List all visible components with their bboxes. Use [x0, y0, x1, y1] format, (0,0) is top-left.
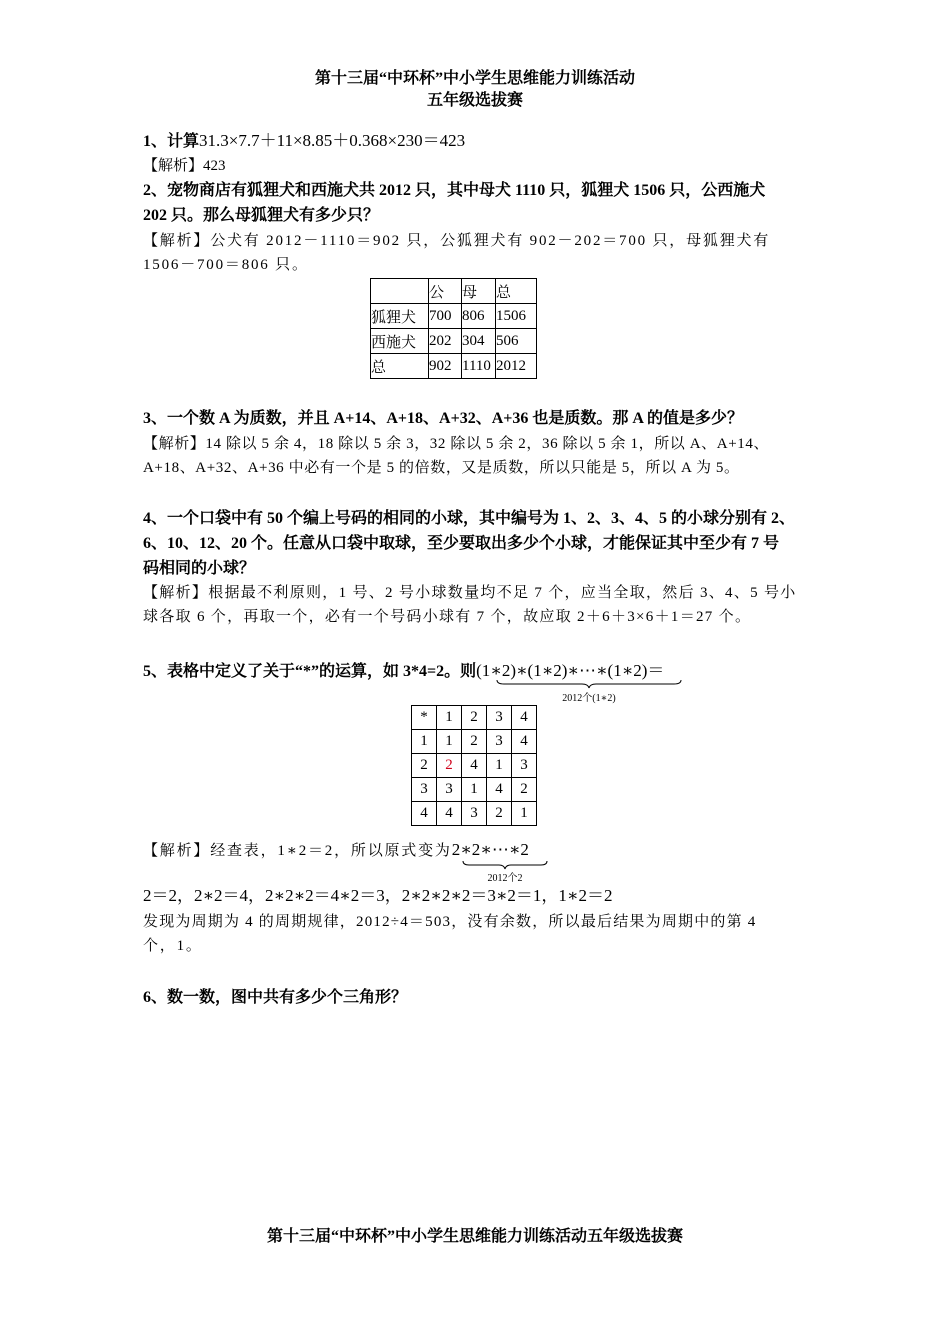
operation-table [411, 705, 537, 826]
table-header-female: 母 [462, 279, 496, 304]
table-cell: 3 [462, 802, 487, 826]
question-1-expr: 31.3×7.7＋11×8.85＋0.368×230＝423 [199, 131, 466, 150]
table-cell: 202 [429, 329, 462, 354]
table-cell: 4 [487, 778, 512, 802]
question-6: 6、数一数，图中共有多少个三角形？ [143, 989, 408, 1006]
table-row [371, 354, 537, 379]
table-row [371, 304, 537, 329]
question-4-line2: 6、10、12、20 个。任意从口袋中取球，至少要取出多少个小球，才能保证其中至少有 7 号 [143, 535, 780, 552]
question-4-line3: 码相同的小球？ [143, 560, 256, 577]
table-cell: 2 [462, 706, 487, 730]
question-5-text: 5、表格中定义了关于“*”的运算，如 3*4=2。则 [143, 663, 477, 680]
table-cell: 2012 [496, 354, 537, 379]
table-cell: 506 [496, 329, 537, 354]
question-3: 3、一个数 A 为质数，并且 A+14、A+18、A+32、A+36 也是质数。那 A 的值是多少？ [143, 410, 744, 427]
question-2-line1: 2、宠物商店有狐狸犬和西施犬共 2012 只，其中母犬 1110 只，狐狸犬 1506 只，公西施犬 [143, 182, 766, 199]
question-4-line1: 4、一个口袋中有 50 个编上号码的相同的小球，其中编号为 1、2、3、4、5 的小球分别有 2、 [143, 510, 796, 527]
table-cell: 3 [412, 778, 437, 802]
table-row [371, 329, 537, 354]
table-cell: 1 [462, 778, 487, 802]
table-cell: 2 [512, 778, 537, 802]
table-cell: 4 [512, 706, 537, 730]
table-cell [371, 279, 429, 304]
table-cell: 狐狸犬 [371, 304, 429, 329]
table-header-male: 公 [429, 279, 462, 304]
table-row [412, 730, 537, 754]
solution-5-line3: 发现为周期为 4 的周期规律，2012÷4＝503，没有余数，所以最后结果为周期中的第 4 [143, 914, 757, 930]
underbrace-label: 2012个2 [487, 873, 523, 884]
table-row [412, 802, 537, 826]
solution-4-line1: 【解析】根据最不利原则，1 号、2 号小球数量均不足 7 个，应当全取，然后 3、4、5 号小 [143, 585, 797, 601]
table-cell: 3 [487, 706, 512, 730]
solution-2-line2: 1506－700＝806 只。 [143, 257, 309, 273]
table-cell: 700 [429, 304, 462, 329]
underbrace-label: 2012个(1∗2) [562, 693, 616, 704]
table-cell: 西施犬 [371, 329, 429, 354]
table-cell: 2 [412, 754, 437, 778]
solution-2 [143, 229, 813, 277]
table-cell: 4 [412, 802, 437, 826]
table-cell: 1 [487, 754, 512, 778]
table-cell: 1 [512, 802, 537, 826]
table-cell: 3 [512, 754, 537, 778]
solution-1: 【解析】423 [143, 158, 226, 174]
question-1-text: 1、计算 [143, 133, 200, 150]
question-2-line2: 202 只。那么母狐狸犬有多少只？ [143, 207, 380, 224]
solution-5-line2: 2＝2，2∗2＝4，2∗2∗2＝4∗2＝3，2∗2∗2∗2＝3∗2＝1，1∗2＝2 [143, 886, 613, 905]
table-header-total: 总 [496, 279, 537, 304]
highlighted-cell: 2 [437, 754, 462, 778]
solution-5-text: 【解析】经查表，1∗2＝2，所以原式变为 [143, 843, 452, 859]
table-cell: 304 [462, 329, 496, 354]
table-cell: 1 [437, 730, 462, 754]
table-cell: 4 [462, 754, 487, 778]
question-5 [143, 658, 813, 684]
underbrace-icon [496, 679, 682, 689]
solution-4-line2: 球各取 6 个，再取一个，必有一个号码小球有 7 个，故应取 2＋6＋3×6＋1＝27 个。 [143, 609, 752, 625]
solution-5-expr: 2∗2∗⋯∗2 [451, 840, 529, 859]
table-cell: 4 [437, 802, 462, 826]
page-footer: 第十三届“中环杯”中小学生思维能力训练活动五年级选拔赛 [266, 1228, 683, 1245]
solution-2-line1: 【解析】公犬有 2012－1110＝902 只，公狐狸犬有 902－202＝700 只，母狐狸犬有 [143, 233, 771, 249]
question-2 [143, 178, 813, 228]
dog-count-table [370, 278, 537, 379]
solution-3-line1: 【解析】14 除以 5 余 4，18 除以 5 余 3，32 除以 5 余 2，36 除以 5 余 1，所以 A、A+14、 [143, 436, 770, 452]
table-cell: 1 [437, 706, 462, 730]
table-cell: * [412, 706, 437, 730]
question-1 [143, 128, 813, 154]
question-5-expr: (1∗2)∗(1∗2)∗⋯∗(1∗2)＝ [476, 661, 665, 680]
table-cell: 总 [371, 354, 429, 379]
table-cell: 3 [487, 730, 512, 754]
solution-5-line4: 个，1。 [143, 938, 203, 954]
table-cell: 1506 [496, 304, 537, 329]
table-row [412, 706, 537, 730]
solution-4 [143, 581, 813, 629]
question-4 [143, 506, 813, 581]
table-cell: 902 [429, 354, 462, 379]
page-title: 第十三届“中环杯”中小学生思维能力训练活动 [314, 70, 635, 87]
table-row [412, 754, 537, 778]
table-cell: 806 [462, 304, 496, 329]
solution-3 [143, 432, 813, 480]
table-cell: 2 [462, 730, 487, 754]
table-cell: 4 [512, 730, 537, 754]
table-row [371, 279, 537, 304]
table-cell: 1110 [462, 354, 496, 379]
table-cell: 2 [487, 802, 512, 826]
table-cell: 3 [437, 778, 462, 802]
solution-3-line2: A+18、A+32、A+36 中必有一个是 5 的倍数，又是质数，所以只能是 5，所以 A 为 5。 [143, 460, 740, 476]
table-row [412, 778, 537, 802]
page-subtitle: 五年级选拔赛 [426, 92, 523, 109]
table-cell: 1 [412, 730, 437, 754]
